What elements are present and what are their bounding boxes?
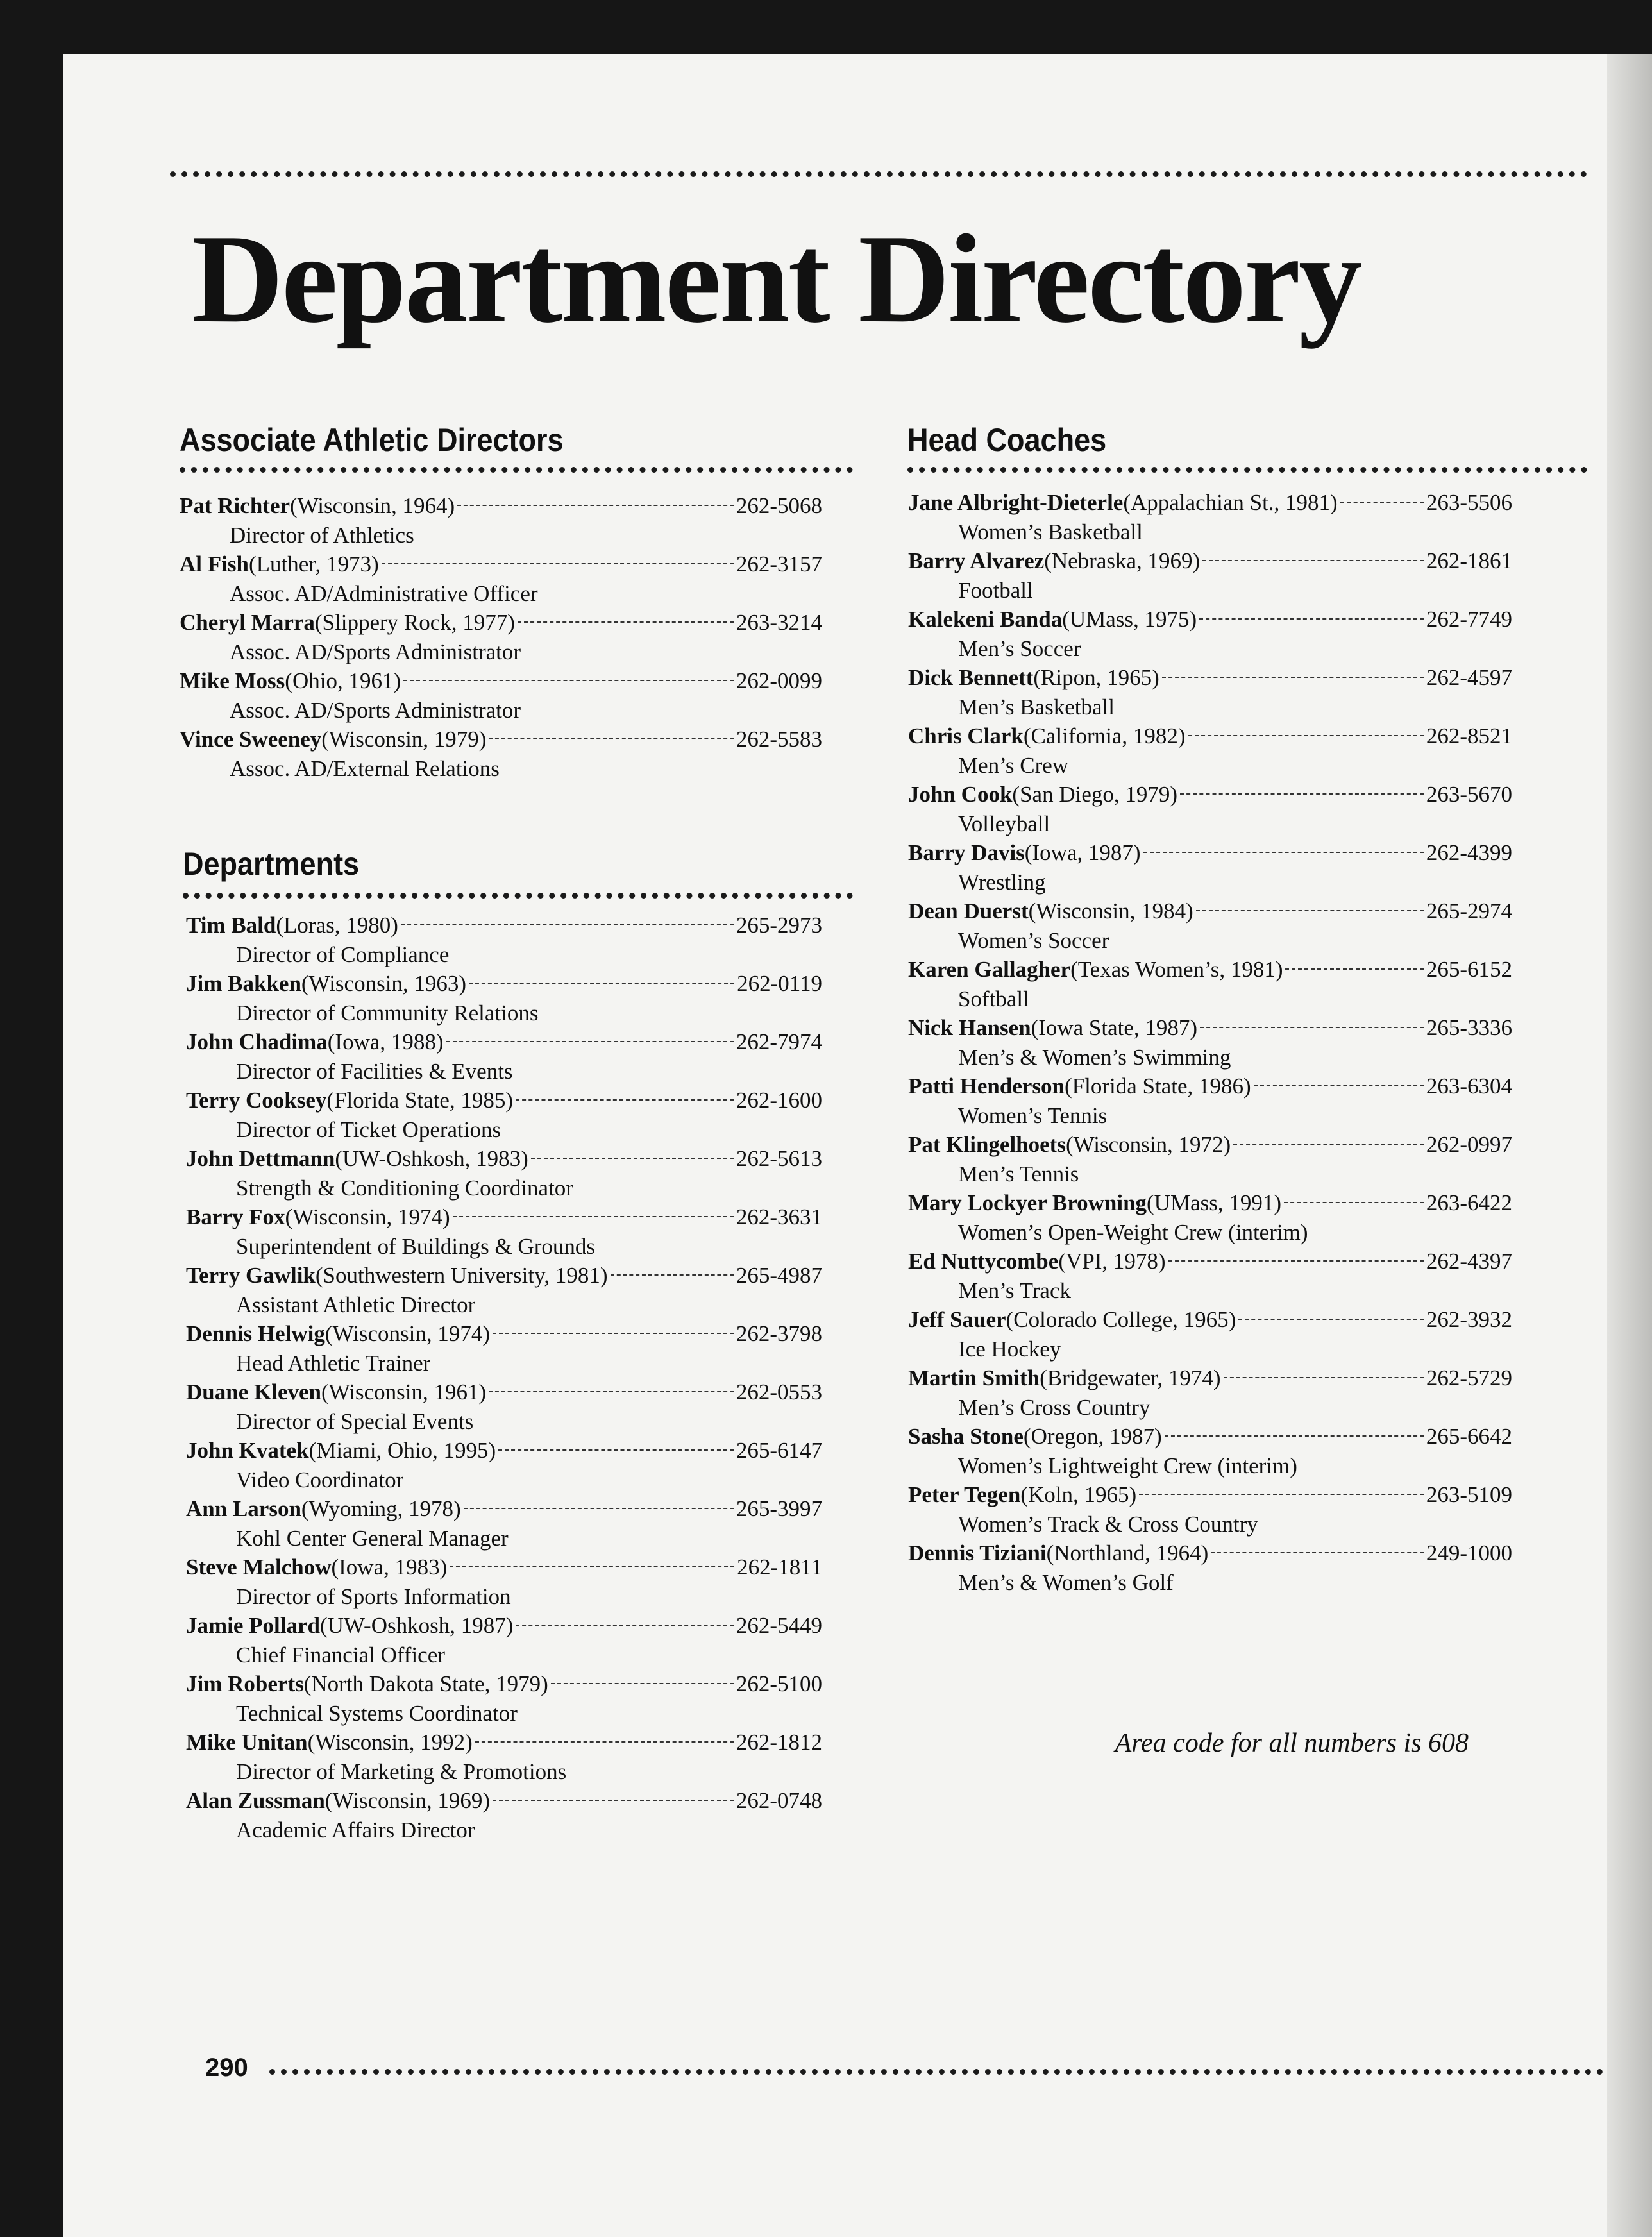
entry-line [908, 1539, 1512, 1568]
directory-entry [908, 1305, 1512, 1363]
person-title: Director of Compliance [236, 942, 450, 967]
person-detail: (Miami, Ohio, 1995) [308, 1438, 496, 1463]
directory-entry [908, 838, 1512, 897]
person-detail: (Iowa State, 1987) [1031, 1015, 1198, 1040]
person-title: Men’s Track [958, 1278, 1071, 1303]
entry-line [908, 1130, 1512, 1160]
person-name: Vince Sweeney [180, 727, 322, 752]
person-detail: (Appalachian St., 1981) [1123, 490, 1338, 515]
dash-leader [518, 621, 734, 623]
person-name: Nick Hansen [908, 1015, 1031, 1040]
phone-number: 262-5613 [736, 1146, 822, 1171]
person-detail: (Wisconsin, 1974) [285, 1204, 450, 1229]
person-name: Dennis Helwig [186, 1321, 325, 1346]
dash-leader [1139, 1494, 1424, 1495]
person-title: Football [958, 578, 1033, 603]
person-detail: (Colorado College, 1965) [1006, 1307, 1236, 1332]
phone-number: 263-6422 [1426, 1190, 1512, 1215]
person-title: Academic Affairs Director [236, 1818, 475, 1843]
dash-leader [453, 1216, 734, 1217]
entry-line [186, 969, 822, 999]
directory-entry [908, 488, 1512, 546]
coaches-list [908, 488, 1512, 1597]
associate-list [180, 491, 822, 783]
entry-line [908, 1480, 1512, 1510]
directory-entry [186, 911, 822, 969]
associate-dotted-rule [180, 467, 853, 473]
entry-line [186, 911, 822, 940]
person-name: Terry Cooksey [186, 1088, 327, 1113]
person-name: Peter Tegen [908, 1482, 1021, 1507]
phone-number: 262-0119 [737, 971, 822, 996]
person-title: Assoc. AD/Administrative Officer [230, 581, 538, 606]
dash-leader [489, 738, 733, 739]
entry-line [180, 666, 822, 696]
dash-leader [1284, 1202, 1424, 1203]
dash-leader [1285, 968, 1423, 970]
phone-number: 262-5729 [1426, 1365, 1512, 1390]
departments-dotted-rule [183, 893, 853, 899]
person-name: Dean Duerst [908, 899, 1029, 924]
departments-heading: Departments [183, 846, 360, 882]
person-title: Wrestling [958, 870, 1046, 895]
person-title: Men’s Tennis [958, 1161, 1079, 1186]
phone-number: 265-6152 [1426, 957, 1512, 982]
person-detail: (Wisconsin, 1964) [290, 493, 455, 518]
person-detail: (Florida State, 1985) [326, 1088, 514, 1113]
phone-number: 262-4399 [1426, 840, 1512, 865]
phone-number: 262-3157 [736, 552, 822, 577]
person-title: Director of Ticket Operations [236, 1117, 501, 1142]
dash-leader [498, 1449, 734, 1451]
dash-leader [403, 680, 734, 681]
person-title: Men’s & Women’s Golf [958, 1570, 1174, 1595]
directory-entry [180, 550, 822, 608]
person-title: Men’s Cross Country [958, 1395, 1150, 1420]
person-detail: (Slippery Rock, 1977) [314, 610, 515, 635]
person-name: Ed Nuttycombe [908, 1249, 1059, 1274]
dash-leader [457, 505, 734, 506]
phone-number: 265-4987 [736, 1263, 822, 1288]
person-detail: (Oregon, 1987) [1023, 1424, 1162, 1449]
directory-entry [908, 955, 1512, 1013]
person-title: Kohl Center General Manager [236, 1526, 509, 1551]
entry-line [186, 1553, 822, 1582]
entry-line [180, 725, 822, 754]
phone-number: 262-4397 [1426, 1249, 1512, 1274]
person-detail: (Iowa, 1988) [327, 1029, 444, 1054]
person-detail: (Koln, 1965) [1020, 1482, 1137, 1507]
dash-leader [1238, 1319, 1424, 1320]
entry-line [908, 780, 1512, 809]
person-title: Director of Community Relations [236, 1000, 539, 1026]
person-name: Cheryl Marra [180, 610, 315, 635]
entry-line [908, 1363, 1512, 1393]
person-name: Chris Clark [908, 723, 1024, 748]
dash-leader [516, 1099, 734, 1101]
person-title: Director of Athletics [230, 523, 414, 548]
person-title: Volleyball [958, 811, 1050, 836]
person-name: Terry Gawlik [186, 1263, 316, 1288]
dash-leader [1168, 1260, 1424, 1262]
person-detail: (Iowa, 1983) [331, 1555, 448, 1580]
phone-number: 262-0748 [736, 1788, 822, 1813]
phone-number: 262-1811 [737, 1555, 822, 1580]
entry-line [186, 1086, 822, 1115]
directory-entry [908, 722, 1512, 780]
person-title: Head Athletic Trainer [236, 1351, 431, 1376]
phone-number: 262-3932 [1426, 1307, 1512, 1332]
person-title: Assistant Athletic Director [236, 1292, 476, 1317]
dash-leader [1233, 1144, 1424, 1145]
directory-entry [186, 969, 822, 1027]
person-title: Director of Sports Information [236, 1584, 511, 1609]
person-detail: (Wisconsin, 1963) [301, 971, 467, 996]
phone-number: 262-5068 [736, 493, 822, 518]
phone-number: 263-6304 [1426, 1074, 1512, 1099]
entry-line [908, 955, 1512, 984]
phone-number: 262-8521 [1426, 723, 1512, 748]
phone-number: 265-6147 [736, 1438, 822, 1463]
coaches-dotted-rule [907, 467, 1587, 473]
directory-entry [186, 1553, 822, 1611]
entry-line [186, 1261, 822, 1290]
page-number: 290 [205, 2054, 248, 2082]
directory-entry [186, 1261, 822, 1319]
person-detail: (Iowa, 1987) [1024, 840, 1141, 865]
phone-number: 265-2974 [1426, 899, 1512, 924]
phone-number: 262-0553 [736, 1380, 822, 1405]
phone-number: 265-6642 [1426, 1424, 1512, 1449]
phone-number: 262-7974 [736, 1029, 822, 1054]
entry-line [908, 1013, 1512, 1043]
entry-line [186, 1144, 822, 1174]
person-detail: (Texas Women’s, 1981) [1070, 957, 1283, 982]
directory-entry [908, 897, 1512, 955]
entry-line [180, 491, 822, 521]
person-detail: (Northland, 1964) [1046, 1541, 1209, 1566]
directory-entry [186, 1669, 822, 1728]
person-title: Strength & Conditioning Coordinator [236, 1176, 573, 1201]
dash-leader [401, 924, 734, 925]
entry-line [186, 1786, 822, 1816]
entry-line [908, 1188, 1512, 1218]
person-name: Barry Davis [908, 840, 1025, 865]
person-name: Tim Bald [186, 913, 276, 938]
person-title: Director of Marketing & Promotions [236, 1759, 567, 1784]
phone-number: 263-5109 [1426, 1482, 1512, 1507]
person-detail: (UW-Oshkosh, 1983) [335, 1146, 528, 1171]
person-title: Superintendent of Buildings & Grounds [236, 1234, 595, 1259]
person-name: Patti Henderson [908, 1074, 1065, 1099]
person-name: Alan Zussman [186, 1788, 325, 1813]
directory-entry [908, 1363, 1512, 1422]
dash-leader [551, 1683, 734, 1684]
entry-line [186, 1027, 822, 1057]
person-name: Martin Smith [908, 1365, 1040, 1390]
person-title: Assoc. AD/Sports Administrator [230, 698, 521, 723]
person-name: Ann Larson [186, 1496, 301, 1521]
entry-line [908, 1247, 1512, 1276]
person-name: Sasha Stone [908, 1424, 1024, 1449]
person-detail: (UMass, 1991) [1147, 1190, 1282, 1215]
dash-leader [475, 1741, 734, 1743]
phone-number: 249-1000 [1426, 1541, 1512, 1566]
person-name: Pat Klingelhoets [908, 1132, 1066, 1157]
bottom-dotted-rule [269, 2069, 1603, 2075]
person-name: Jim Bakken [186, 971, 301, 996]
person-name: Barry Fox [186, 1204, 285, 1229]
phone-number: 262-0997 [1426, 1132, 1512, 1157]
phone-number: 263-3214 [736, 610, 822, 635]
directory-entry [180, 491, 822, 550]
person-title: Technical Systems Coordinator [236, 1701, 518, 1726]
dash-leader [1199, 618, 1424, 620]
person-title: Assoc. AD/External Relations [230, 756, 500, 781]
dash-leader [531, 1158, 734, 1159]
person-name: Pat Richter [180, 493, 291, 518]
entry-line [908, 1305, 1512, 1335]
person-name: Al Fish [180, 552, 249, 577]
person-detail: (UMass, 1975) [1062, 607, 1197, 632]
entry-line [186, 1494, 822, 1524]
dash-leader [1200, 1027, 1424, 1028]
entry-line [908, 722, 1512, 751]
dash-leader [1143, 852, 1424, 853]
person-title: Women’s Open-Weight Crew (interim) [958, 1220, 1308, 1245]
phone-number: 262-1812 [736, 1730, 822, 1755]
person-detail: (Florida State, 1986) [1065, 1074, 1251, 1099]
person-detail: (Wisconsin, 1974) [324, 1321, 490, 1346]
dash-leader [611, 1274, 734, 1276]
phone-number: 265-3997 [736, 1496, 822, 1521]
dash-leader [382, 563, 734, 564]
directory-entry [908, 1188, 1512, 1247]
person-title: Women’s Basketball [958, 519, 1143, 544]
phone-number: 262-7749 [1426, 607, 1512, 632]
directory-entry [186, 1144, 822, 1203]
dash-leader [489, 1391, 734, 1392]
entry-line [186, 1436, 822, 1465]
person-detail: (Nebraska, 1969) [1044, 548, 1201, 573]
dash-leader [1188, 735, 1424, 736]
entry-line [180, 608, 822, 637]
person-detail: (Southwestern University, 1981) [315, 1263, 608, 1288]
phone-number: 262-5100 [736, 1671, 822, 1696]
person-name: Karen Gallagher [908, 957, 1071, 982]
directory-entry [908, 605, 1512, 663]
entry-line [908, 605, 1512, 634]
person-detail: (Loras, 1980) [276, 913, 398, 938]
entry-line [186, 1669, 822, 1699]
person-detail: (Wisconsin, 1992) [307, 1730, 473, 1755]
dash-leader [1224, 1377, 1424, 1378]
directory-entry [180, 608, 822, 666]
person-name: Mike Moss [180, 668, 285, 693]
person-name: Steve Malchow [186, 1555, 332, 1580]
person-title: Softball [958, 986, 1029, 1011]
phone-number: 262-5583 [736, 727, 822, 752]
directory-entry [186, 1319, 822, 1378]
entry-line [908, 1422, 1512, 1451]
entry-line [186, 1611, 822, 1641]
person-title: Director of Facilities & Events [236, 1059, 513, 1084]
dash-leader [450, 1566, 734, 1567]
page-title: Department Directory [191, 208, 1361, 349]
page-binding-edge [1607, 54, 1652, 2237]
person-name: Dennis Tiziani [908, 1541, 1047, 1566]
entry-line [186, 1319, 822, 1349]
phone-number: 262-5449 [736, 1613, 822, 1638]
person-detail: (Wisconsin, 1972) [1065, 1132, 1231, 1157]
phone-number: 262-0099 [736, 668, 822, 693]
person-title: Women’s Track & Cross Country [958, 1512, 1258, 1537]
person-detail: (Wisconsin, 1984) [1028, 899, 1193, 924]
person-title: Women’s Tennis [958, 1103, 1108, 1128]
phone-number: 262-1861 [1426, 548, 1512, 573]
person-detail: (Wisconsin, 1961) [321, 1380, 487, 1405]
entry-line [908, 663, 1512, 693]
phone-number: 265-3336 [1426, 1015, 1512, 1040]
phone-number: 263-5506 [1426, 490, 1512, 515]
directory-entry [186, 1786, 822, 1844]
person-detail: (Ohio, 1961) [285, 668, 401, 693]
directory-entry [186, 1494, 822, 1553]
person-name: Barry Alvarez [908, 548, 1045, 573]
person-name: Duane Kleven [186, 1380, 321, 1405]
entry-line [186, 1378, 822, 1407]
person-detail: (Bridgewater, 1974) [1040, 1365, 1221, 1390]
person-name: Dick Bennett [908, 665, 1034, 690]
directory-entry [186, 1027, 822, 1086]
person-detail: (California, 1982) [1023, 723, 1186, 748]
directory-entry [908, 1422, 1512, 1480]
person-title: Men’s Crew [958, 753, 1069, 778]
dash-leader [1254, 1085, 1424, 1086]
dash-leader [446, 1041, 734, 1042]
person-title: Men’s Basketball [958, 695, 1115, 720]
person-name: Mary Lockyer Browning [908, 1190, 1147, 1215]
dash-leader [469, 983, 734, 984]
phone-number: 263-5670 [1426, 782, 1512, 807]
dash-leader [464, 1508, 734, 1509]
dash-leader [1162, 677, 1424, 678]
entry-line [908, 897, 1512, 926]
person-detail: (San Diego, 1979) [1012, 782, 1178, 807]
person-title: Chief Financial Officer [236, 1642, 445, 1667]
entry-line [908, 488, 1512, 518]
directory-entry [180, 666, 822, 725]
directory-entry [186, 1086, 822, 1144]
dash-leader [1196, 910, 1424, 911]
person-detail: (VPI, 1978) [1058, 1249, 1166, 1274]
phone-number: 265-2973 [736, 913, 822, 938]
associate-heading: Associate Athletic Directors [180, 422, 564, 458]
person-name: John Dettmann [186, 1146, 335, 1171]
top-dotted-rule [170, 171, 1587, 177]
person-title: Women’s Lightweight Crew (interim) [958, 1453, 1297, 1478]
directory-entry [180, 725, 822, 783]
person-title: Assoc. AD/Sports Administrator [230, 639, 521, 664]
person-detail: (Wyoming, 1978) [301, 1496, 461, 1521]
dash-leader [516, 1625, 733, 1626]
person-name: John Chadima [186, 1029, 328, 1054]
phone-number: 262-3798 [736, 1321, 822, 1346]
person-name: Jeff Sauer [908, 1307, 1006, 1332]
person-name: John Cook [908, 782, 1013, 807]
directory-entry [908, 780, 1512, 838]
person-name: Mike Unitan [186, 1730, 308, 1755]
person-name: John Kvatek [186, 1438, 309, 1463]
phone-number: 262-3631 [736, 1204, 822, 1229]
dash-leader [1211, 1552, 1424, 1553]
directory-entry [186, 1436, 822, 1494]
person-title: Women’s Soccer [958, 928, 1109, 953]
departments-list [186, 911, 822, 1844]
coaches-heading: Head Coaches [907, 422, 1107, 458]
person-name: Jamie Pollard [186, 1613, 320, 1638]
person-name: Jane Albright-Dieterle [908, 490, 1124, 515]
person-name: Jim Roberts [186, 1671, 304, 1696]
area-code-note: Area code for all numbers is 608 [1115, 1728, 1469, 1758]
directory-entry [908, 1480, 1512, 1539]
directory-entry [908, 1539, 1512, 1597]
directory-entry [908, 663, 1512, 722]
person-detail: (North Dakota State, 1979) [303, 1671, 548, 1696]
person-title: Men’s Soccer [958, 636, 1081, 661]
dash-leader [1340, 502, 1424, 503]
dash-leader [493, 1333, 734, 1334]
directory-entry [186, 1203, 822, 1261]
person-title: Director of Special Events [236, 1409, 474, 1434]
person-title: Ice Hockey [958, 1337, 1061, 1362]
directory-entry [908, 1013, 1512, 1072]
phone-number: 262-4597 [1426, 665, 1512, 690]
entry-line [908, 838, 1512, 868]
person-detail: (UW-Oshkosh, 1987) [320, 1613, 514, 1638]
directory-entry [908, 1247, 1512, 1305]
entry-line [908, 546, 1512, 576]
person-detail: (Wisconsin, 1969) [324, 1788, 491, 1813]
directory-entry [908, 1072, 1512, 1130]
dash-leader [1165, 1435, 1424, 1437]
dash-leader [1180, 793, 1424, 795]
person-title: Video Coordinator [236, 1467, 404, 1492]
entry-line [908, 1072, 1512, 1101]
directory-entry [186, 1611, 822, 1669]
person-detail: (Wisconsin, 1979) [321, 727, 487, 752]
entry-line [186, 1203, 822, 1232]
directory-entry [908, 546, 1512, 605]
directory-entry [186, 1378, 822, 1436]
person-title: Men’s & Women’s Swimming [958, 1045, 1231, 1070]
person-detail: (Luther, 1973) [248, 552, 379, 577]
dash-leader [493, 1800, 734, 1801]
dash-leader [1202, 560, 1424, 561]
person-name: Kalekeni Banda [908, 607, 1063, 632]
directory-entry [186, 1728, 822, 1786]
phone-number: 262-1600 [736, 1088, 822, 1113]
directory-entry [908, 1130, 1512, 1188]
entry-line [186, 1728, 822, 1757]
person-detail: (Ripon, 1965) [1033, 665, 1159, 690]
entry-line [180, 550, 822, 579]
